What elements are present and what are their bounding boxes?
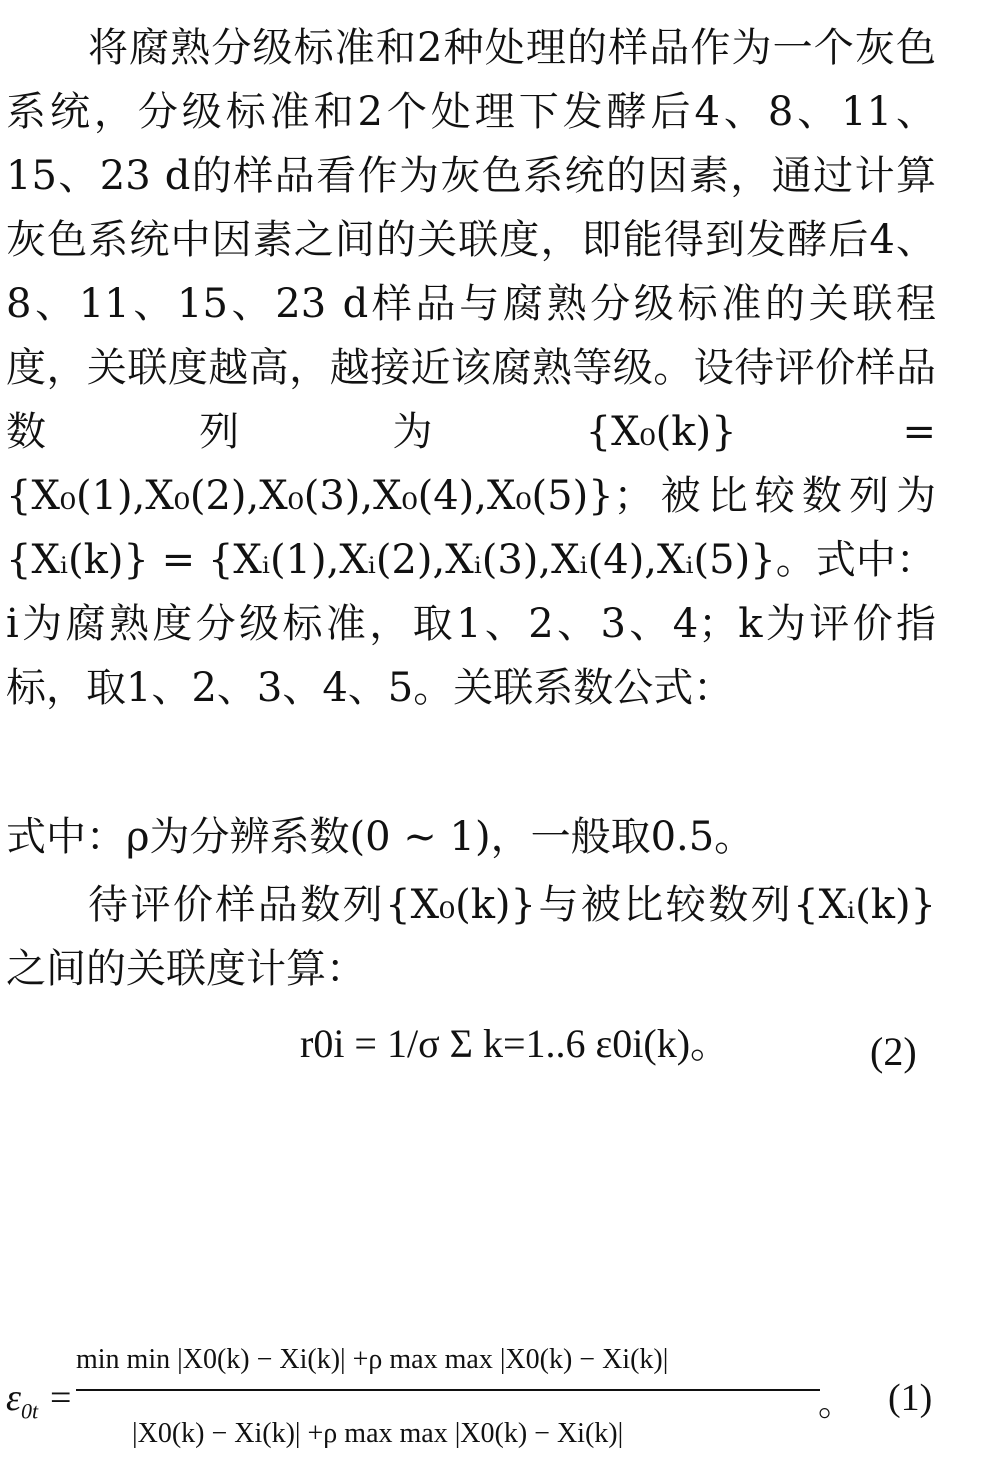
equation-1-denominator: |X0(k) − Xi(k)| +ρ max max |X0(k) − Xi(k)|	[132, 1418, 624, 1449]
fraction-bar	[76, 1389, 820, 1391]
paragraph-intro: 将腐熟分级标准和2种处理的样品作为一个灰色系统，分级标准和2个处理下发酵后4、8、11、15、23 d的样品看作为灰色系统的因素，通过计算灰色系统中因素之间的关联度，即能得到发酵后4、8、11、15、23 d样品与腐熟分级标准的关联程度，关联度越高，越接近该腐熟等级。设待评价样品数列为{X₀(k)} = {X₀(1),X₀(2),X₀(3),X₀(4),X₀(5)}；被比较数列为{Xᵢ(k)} = {Xᵢ(1),Xᵢ(2),Xᵢ(3),Xᵢ(4),Xᵢ(5)}。式中：i为腐熟度分级标准，取1、2、3、4；k为评价指标，取1、2、3、4、5。关联系数公式：	[6, 25, 936, 711]
equation-1-numerator: min min |X0(k) − Xi(k)| +ρ max max |X0(k) − Xi(k)|	[76, 1344, 669, 1375]
paragraph-relation-degree: 待评价样品数列{X₀(k)}与被比较数列{Xᵢ(k)}之间的关联度计算：	[6, 882, 936, 992]
equation-1-end: 。	[818, 1383, 855, 1424]
equation-1-tag: (1)	[888, 1377, 933, 1419]
equation-2: r0i = 1/σ Σ k=1..6 ε0i(k)。	[300, 1021, 731, 1066]
equation-2-tag: (2)	[870, 1029, 917, 1074]
equation-1-equals: =	[50, 1377, 72, 1419]
equation-1-lhs: $\varepsilon_{0t}$	[6, 1377, 39, 1424]
paragraph-rho-note: 式中：ρ为分辨系数(0 ~ 1)，一般取0.5。	[6, 814, 755, 860]
